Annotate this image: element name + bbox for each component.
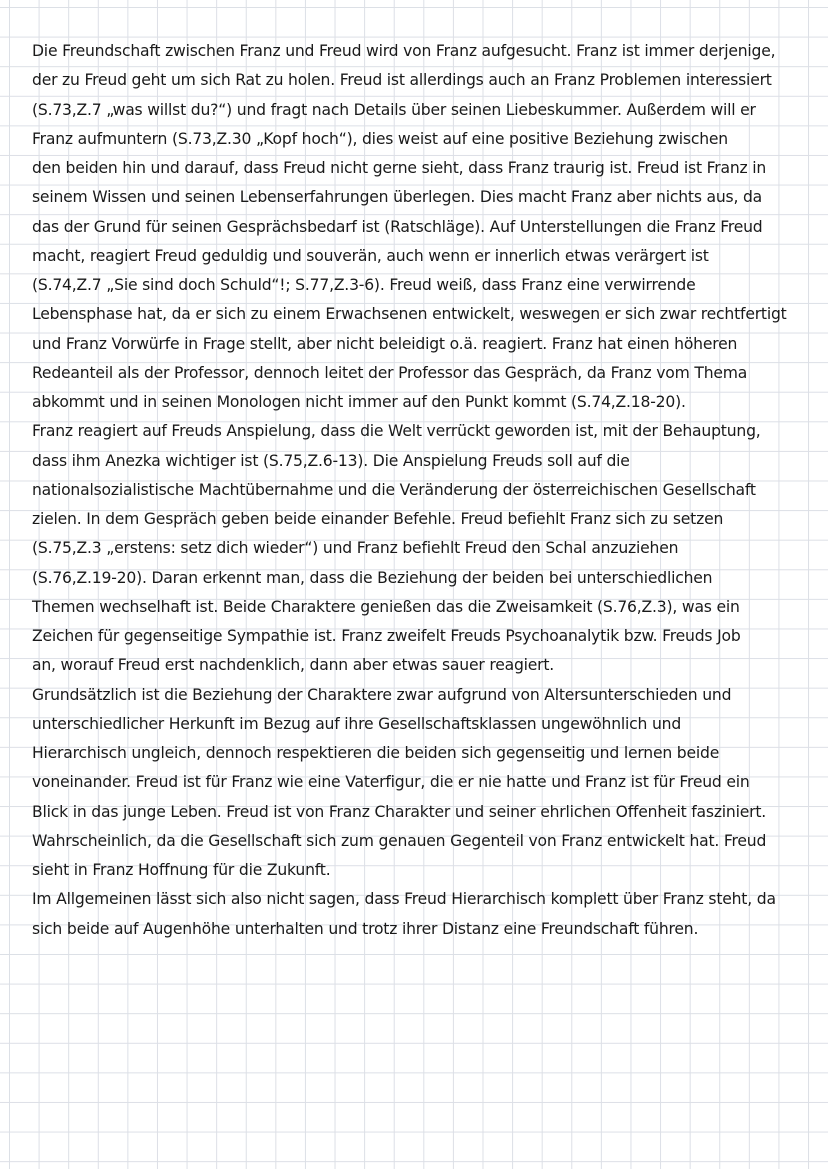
essay-line: (S.75,Z.3 „erstens: setz dich wieder“) und Franz befiehlt Freud den Schal anzuziehen bbox=[32, 539, 679, 558]
essay-line: Themen wechselhaft ist. Beide Charaktere genießen das die Zweisamkeit (S.76,Z.3), was ein bbox=[32, 597, 740, 616]
essay-line: an, worauf Freud erst nachdenklich, dann aber etwas sauer reagiert. bbox=[32, 656, 555, 675]
essay-line: Franz aufmuntern (S.73,Z.30 „Kopf hoch“), dies weist auf eine positive Beziehung zwischen bbox=[32, 129, 728, 148]
essay-line: (S.74,Z.7 „Sie sind doch Schuld“!; S.77,Z.3-6). Freud weiß, dass Franz eine verwirrende bbox=[32, 276, 696, 294]
essay-line: sieht in Franz Hoffnung für die Zukunft. bbox=[32, 861, 331, 879]
essay-line: zielen. In dem Gespräch geben beide einander Befehle. Freud befiehlt Franz sich zu setzen bbox=[32, 510, 724, 528]
handwritten-essay bbox=[32, 37, 810, 944]
essay-line: Im Allgemeinen lässt sich also nicht sagen, dass Freud Hierarchisch komplett über Franz steht, da bbox=[32, 890, 776, 909]
essay-line: Zeichen für gegenseitige Sympathie ist. Franz zweifelt Freuds Psychoanalytik bzw. Freuds Job bbox=[32, 627, 741, 645]
essay-line: (S.76,Z.19-20). Daran erkennt man, dass die Beziehung der beiden bei unterschiedlichen bbox=[32, 568, 713, 587]
essay-line: Hierarchisch ungleich, dennoch respektieren die beiden sich gegenseitig und lernen beide bbox=[32, 744, 720, 762]
essay-line: dass ihm Anezka wichtiger ist (S.75,Z.6-13). Die Anspielung Freuds soll auf die bbox=[32, 451, 630, 470]
essay-line: abkommt und in seinen Monologen nicht immer auf den Punkt kommt (S.74,Z.18-20). bbox=[32, 393, 686, 411]
essay-line: Franz reagiert auf Freuds Anspielung, dass die Welt verrückt geworden ist, mit der Behauptung, bbox=[32, 422, 761, 441]
essay-line: Blick in das junge Leben. Freud ist von Franz Charakter und seiner ehrlichen Offenheit fasziniert. bbox=[32, 802, 767, 821]
essay-line: macht, reagiert Freud geduldig und souverän, auch wenn er innerlich etwas verärgert ist bbox=[32, 246, 709, 265]
essay-line: nationalsozialistische Machtübernahme und die Veränderung der österreichischen Gesellschaft bbox=[32, 480, 756, 499]
essay-line: sich beide auf Augenhöhe unterhalten und trotz ihrer Distanz eine Freundschaft führen. bbox=[32, 919, 699, 938]
essay-line: Grundsätzlich ist die Beziehung der Charaktere zwar aufgrund von Altersunterschieden und bbox=[32, 685, 732, 704]
essay-line: Lebensphase hat, da er sich zu einem Erwachsenen entwickelt, weswegen er sich zwar rechtfertigt bbox=[32, 305, 787, 324]
essay-line: voneinander. Freud ist für Franz wie eine Vaterfigur, die er nie hatte und Franz ist für Freud ein bbox=[32, 773, 750, 792]
essay-line: der zu Freud geht um sich Rat zu holen. Freud ist allerdings auch an Franz Problemen interessiert bbox=[32, 71, 772, 90]
essay-line: und Franz Vorwürfe in Frage stellt, aber nicht beleidigt o.ä. reagiert. Franz hat einen höheren bbox=[32, 334, 738, 353]
essay-line: Wahrscheinlich, da die Gesellschaft sich zum genauen Gegenteil von Franz entwickelt hat. Freud bbox=[32, 831, 767, 850]
essay-line: unterschiedlicher Herkunft im Bezug auf ihre Gesellschaftsklassen ungewöhnlich und bbox=[32, 714, 682, 733]
essay-line: das der Grund für seinen Gesprächsbedarf ist (Ratschläge). Auf Unterstellungen die Franz Freud bbox=[32, 217, 763, 236]
essay-line: seinem Wissen und seinen Lebenserfahrungen überlegen. Dies macht Franz aber nichts aus, da bbox=[32, 188, 763, 207]
essay-line: Die Freundschaft zwischen Franz und Freud wird von Franz aufgesucht. Franz ist immer derjenige, bbox=[32, 42, 776, 60]
essay-line: den beiden hin und darauf, dass Freud nicht gerne sieht, dass Franz traurig ist. Freud ist Franz in bbox=[32, 159, 767, 177]
essay-line: (S.73,Z.7 „was willst du?“) und fragt nach Details über seinen Liebeskummer. Außerdem will er bbox=[32, 100, 756, 119]
essay-line: Redeanteil als der Professor, dennoch leitet der Professor das Gespräch, da Franz vom Thema bbox=[32, 363, 748, 382]
